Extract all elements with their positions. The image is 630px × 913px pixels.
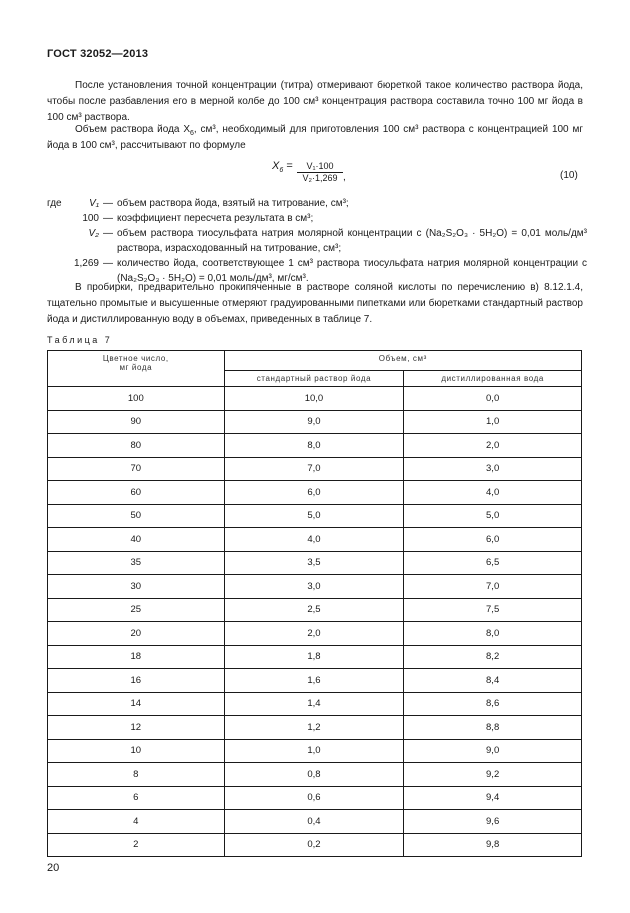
table-row (48, 598, 582, 622)
table-row (48, 434, 582, 458)
paragraph-preparation: В пробирки, предварительно прокипяченные в растворе соляной кислоты по перечислению в) 8.12.1.4, тщательно промытые и высушенные отмеряют градуированными пипетками или бюретками стандартный раствор йода и дистиллированную воду в объемах, приведенных в таблице 7. (47, 282, 583, 325)
cell-color-number: 60 (48, 481, 225, 505)
cell-color-number: 40 (48, 528, 225, 552)
cell-standard-solution: 8,0 (224, 434, 404, 458)
cell-distilled-water: 9,0 (404, 739, 582, 763)
cell-distilled-water: 9,6 (404, 810, 582, 834)
definition-dash: — (103, 198, 113, 209)
definition-text: объем раствора тиосульфата натрия молярной концентрации c (Na₂S₂O₃ · 5H₂O) = 0,01 моль/дм³ раствора, израсходованный на титрование, см³; (117, 228, 587, 254)
table-row (48, 622, 582, 646)
cell-color-number: 14 (48, 692, 225, 716)
cell-distilled-water: 9,2 (404, 763, 582, 787)
table-row (48, 645, 582, 669)
formula-numerator: V₁·100 (297, 161, 343, 173)
cell-color-number: 90 (48, 410, 225, 434)
table-row (48, 763, 582, 787)
formula-tail: , (343, 172, 346, 183)
formula-var-sub: 6 (279, 167, 284, 175)
formula-lhs (272, 160, 293, 175)
cell-color-number: 16 (48, 669, 225, 693)
cell-standard-solution: 7,0 (224, 457, 404, 481)
paragraph-volume-text-b: , см³, необходимый для приготовления 100 см³ раствора с концентрацией 100 мг йода в 100 см³, рассчитывают по формуле (47, 124, 584, 151)
cell-distilled-water: 8,8 (404, 716, 582, 740)
cell-standard-solution: 1,6 (224, 669, 404, 693)
volume-table (47, 350, 582, 857)
formula-equals: = (286, 160, 293, 172)
table-row (48, 504, 582, 528)
cell-standard-solution: 3,0 (224, 575, 404, 599)
cell-standard-solution: 0,4 (224, 810, 404, 834)
table-row (48, 410, 582, 434)
cell-standard-solution: 1,8 (224, 645, 404, 669)
definition-dash: — (103, 258, 113, 269)
cell-distilled-water: 6,0 (404, 528, 582, 552)
cell-color-number: 50 (48, 504, 225, 528)
cell-standard-solution: 9,0 (224, 410, 404, 434)
paragraph-volume-text-a: Объем раствора йода X (75, 124, 191, 135)
cell-distilled-water: 6,5 (404, 551, 582, 575)
table-row (48, 481, 582, 505)
cell-standard-solution: 0,2 (224, 833, 404, 857)
cell-color-number: 20 (48, 622, 225, 646)
cell-distilled-water: 8,6 (404, 692, 582, 716)
cell-standard-solution: 2,5 (224, 598, 404, 622)
table-row (48, 786, 582, 810)
cell-standard-solution: 1,0 (224, 739, 404, 763)
cell-standard-solution: 6,0 (224, 481, 404, 505)
paragraph-volume-sub: 6 (190, 130, 194, 137)
cell-distilled-water: 9,4 (404, 786, 582, 810)
cell-distilled-water: 3,0 (404, 457, 582, 481)
cell-distilled-water: 1,0 (404, 410, 582, 434)
column-header-line: мг йода (119, 363, 153, 372)
paragraph-volume (47, 122, 583, 154)
cell-color-number: 100 (48, 387, 225, 411)
definition-row (47, 226, 587, 256)
cell-distilled-water: 2,0 (404, 434, 582, 458)
formula-var: X (272, 160, 280, 172)
paragraph-titre: После установления точной концентрации (титра) отмеривают бюреткой такое количество раствора йода, чтобы после разбавления его в мерной колбе до 100 см³ концентрация раствора составила точно 100 мг йода в 100 см³ раствора. (47, 80, 583, 123)
column-header-color-number (48, 351, 225, 387)
cell-color-number: 4 (48, 810, 225, 834)
table-caption: Таблица 7 (47, 335, 113, 345)
table-row (48, 810, 582, 834)
cell-color-number: 70 (48, 457, 225, 481)
table-row (48, 457, 582, 481)
column-header-line: Цветное число, (102, 354, 169, 363)
page-number: 20 (47, 862, 60, 874)
table-row (48, 575, 582, 599)
table-row (48, 833, 582, 857)
cell-color-number: 18 (48, 645, 225, 669)
cell-standard-solution: 3,5 (224, 551, 404, 575)
cell-color-number: 25 (48, 598, 225, 622)
definition-symbol: V₂ (88, 228, 99, 239)
table-row (48, 669, 582, 693)
definition-dash: — (103, 228, 113, 239)
column-group-header-volume: Объем, см³ (224, 351, 581, 371)
definition-text: объем раствора йода, взятый на титрование, см³; (117, 198, 349, 209)
cell-standard-solution: 0,6 (224, 786, 404, 810)
definition-row (47, 211, 587, 226)
cell-color-number: 6 (48, 786, 225, 810)
cell-distilled-water: 8,4 (404, 669, 582, 693)
cell-distilled-water: 9,8 (404, 833, 582, 857)
column-header-distilled-water: дистиллированная вода (404, 371, 582, 387)
definition-row (47, 196, 587, 211)
cell-distilled-water: 7,0 (404, 575, 582, 599)
cell-standard-solution: 10,0 (224, 387, 404, 411)
cell-distilled-water: 8,2 (404, 645, 582, 669)
definition-symbol: 1,269 (73, 258, 99, 269)
document-header: ГОСТ 32052—2013 (47, 48, 149, 60)
table-row (48, 387, 582, 411)
cell-color-number: 10 (48, 739, 225, 763)
cell-standard-solution: 0,8 (224, 763, 404, 787)
definitions-intro: где (47, 198, 62, 209)
cell-color-number: 30 (48, 575, 225, 599)
cell-color-number: 80 (48, 434, 225, 458)
cell-standard-solution: 1,4 (224, 692, 404, 716)
formula-number: (10) (560, 170, 578, 181)
table-row (48, 551, 582, 575)
cell-standard-solution: 4,0 (224, 528, 404, 552)
definition-symbol: V₁ (89, 198, 99, 209)
definition-text: коэффициент пересчета результата в см³; (117, 213, 314, 224)
definition-symbol: 100 (82, 213, 99, 224)
table-row (48, 739, 582, 763)
cell-standard-solution: 1,2 (224, 716, 404, 740)
cell-distilled-water: 5,0 (404, 504, 582, 528)
definition-dash: — (103, 213, 113, 224)
cell-standard-solution: 5,0 (224, 504, 404, 528)
table-row (48, 528, 582, 552)
table-body (48, 387, 582, 857)
cell-standard-solution: 2,0 (224, 622, 404, 646)
cell-distilled-water: 8,0 (404, 622, 582, 646)
table-row (48, 692, 582, 716)
cell-color-number: 8 (48, 763, 225, 787)
formula-fraction (297, 161, 343, 183)
column-header-standard-solution: стандартный раствор йода (224, 371, 404, 387)
cell-distilled-water: 4,0 (404, 481, 582, 505)
cell-color-number: 35 (48, 551, 225, 575)
definitions-list (47, 196, 587, 286)
definition-text: количество йода, соответствующее 1 см³ раствора тиосульфата натрия молярной концентрации c (Na₂S₂O₃ · 5H₂O) = 0,01 моль/дм³, мг/см³. (117, 258, 587, 284)
cell-distilled-water: 7,5 (404, 598, 582, 622)
cell-color-number: 12 (48, 716, 225, 740)
cell-color-number: 2 (48, 833, 225, 857)
formula-denominator: V₂·1,269 (302, 173, 338, 183)
cell-distilled-water: 0,0 (404, 387, 582, 411)
table-row (48, 716, 582, 740)
